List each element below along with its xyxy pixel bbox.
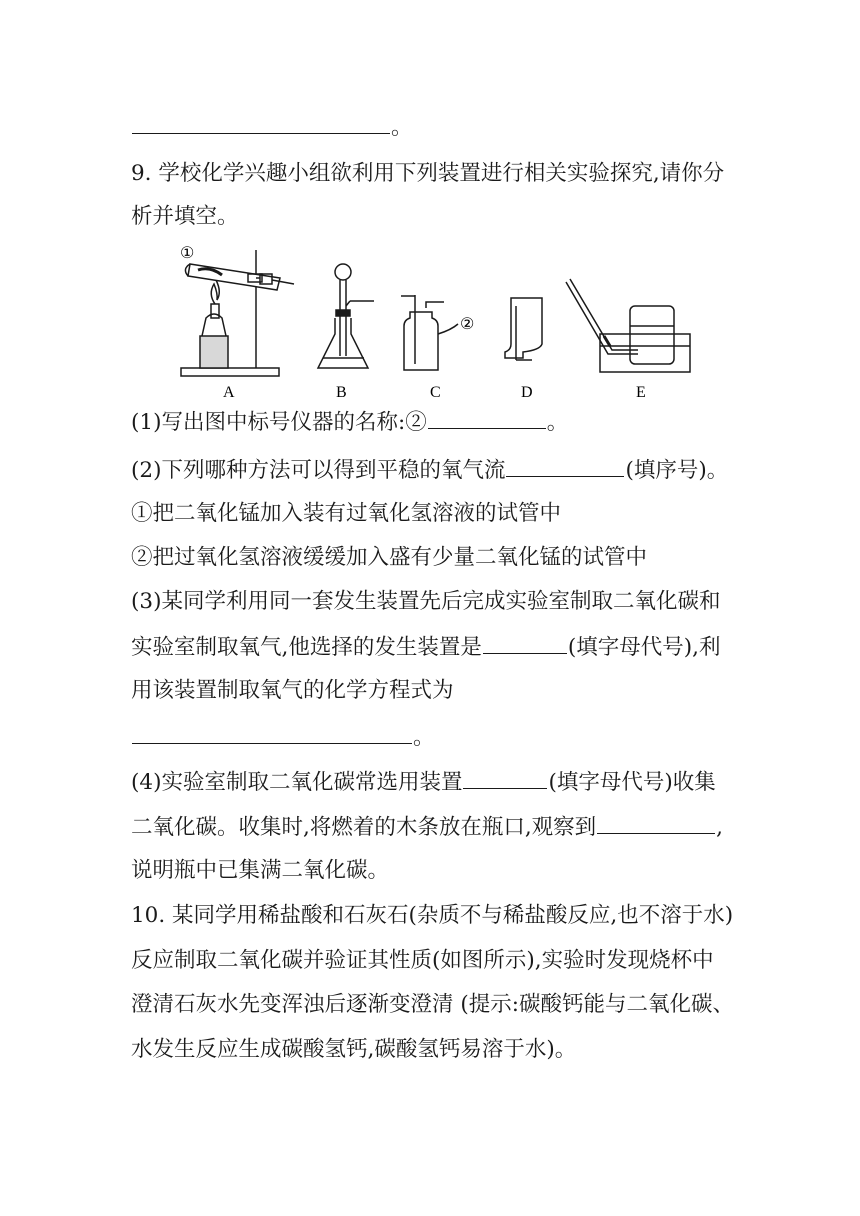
apparatus-b xyxy=(318,264,374,368)
q9-part-1 xyxy=(131,408,568,437)
part-3-blank[interactable] xyxy=(483,633,567,654)
part-2-text: (2)下列哪种方法可以得到平稳的氧气流 xyxy=(131,458,506,483)
answer-blank[interactable] xyxy=(132,113,390,134)
prev-answer-line xyxy=(131,113,413,142)
part-1-blank[interactable] xyxy=(428,408,546,429)
q9-part-2 xyxy=(131,456,728,485)
q10-line-2: 反应制取二氧化碳并验证其性质(如图所示),实验时发现烧杯中 xyxy=(131,948,714,973)
q9-part-3-line-2 xyxy=(131,633,720,662)
label-c: C xyxy=(430,384,441,401)
part-4-text: (4)实验室制取二氧化碳常选用装置 xyxy=(131,770,463,795)
q9-part-3-line-1: (3)某同学利用同一套发生装置先后完成实验室制取二氧化碳和 xyxy=(131,589,721,614)
period: 。 xyxy=(391,115,413,140)
q9-stem-line-1: 9. 学校化学兴趣小组欲利用下列装置进行相关实验探究,请你分 xyxy=(131,161,725,186)
q9-part-4-line-2 xyxy=(131,813,723,842)
part-4-blank[interactable] xyxy=(463,768,547,789)
part-2-blank[interactable] xyxy=(506,456,624,477)
observation-blank[interactable] xyxy=(597,813,715,834)
part-3-text: 实验室制取氧气,他选择的发生装置是 xyxy=(131,635,482,660)
part-4-tail: (填字母代号)收集 xyxy=(548,770,716,795)
apparatus-figure xyxy=(168,238,708,404)
q10-line-1: 10. 某同学用稀盐酸和石灰石(杂质不与稀盐酸反应,也不溶于水) xyxy=(131,903,734,928)
part-4-line-2-text: 二氧化碳。收集时,将燃着的木条放在瓶口,观察到 xyxy=(131,815,597,840)
part-1-text: (1)写出图中标号仪器的名称:② xyxy=(131,410,427,435)
equation-blank[interactable] xyxy=(132,723,412,744)
q9-part-3-line-4 xyxy=(131,723,435,752)
equation-tail: 。 xyxy=(413,725,435,750)
q9-part-4-line-3: 说明瓶中已集满二氧化碳。 xyxy=(131,858,390,883)
q10-line-4: 水发生反应生成碳酸氢钙,碳酸氢钙易溶于水)。 xyxy=(131,1037,577,1062)
q9-stem-line-2: 析并填空。 xyxy=(131,204,239,229)
q9-part-4-line-1 xyxy=(131,768,716,797)
part-1-tail: 。 xyxy=(546,410,569,435)
q9-part-3-line-3: 用该装置制取氧气的化学方程式为 xyxy=(131,678,454,703)
label-e: E xyxy=(636,384,646,401)
q10-line-3: 澄清石灰水先变浑浊后逐渐变澄清 (提示:碳酸钙能与二氧化碳、 xyxy=(131,992,734,1017)
apparatus-e xyxy=(566,279,690,372)
marker-2-label: ② xyxy=(460,316,475,333)
part-3-tail: (填字母代号),利 xyxy=(567,635,721,660)
label-b: B xyxy=(336,384,347,401)
apparatus-c xyxy=(401,295,458,370)
part-2-tail: (填序号)。 xyxy=(625,458,729,483)
q9-option-2: ②把过氧化氢溶液缓缓加入盛有少量二氧化锰的试管中 xyxy=(131,545,648,570)
apparatus-d xyxy=(505,298,542,360)
part-4-line-2-tail: , xyxy=(716,815,724,840)
marker-1-label: ① xyxy=(180,245,195,262)
label-a: A xyxy=(223,384,235,401)
q9-option-1: ①把二氧化锰加入装有过氧化氢溶液的试管中 xyxy=(131,501,562,526)
label-d: D xyxy=(521,384,533,401)
apparatus-a xyxy=(181,250,294,376)
